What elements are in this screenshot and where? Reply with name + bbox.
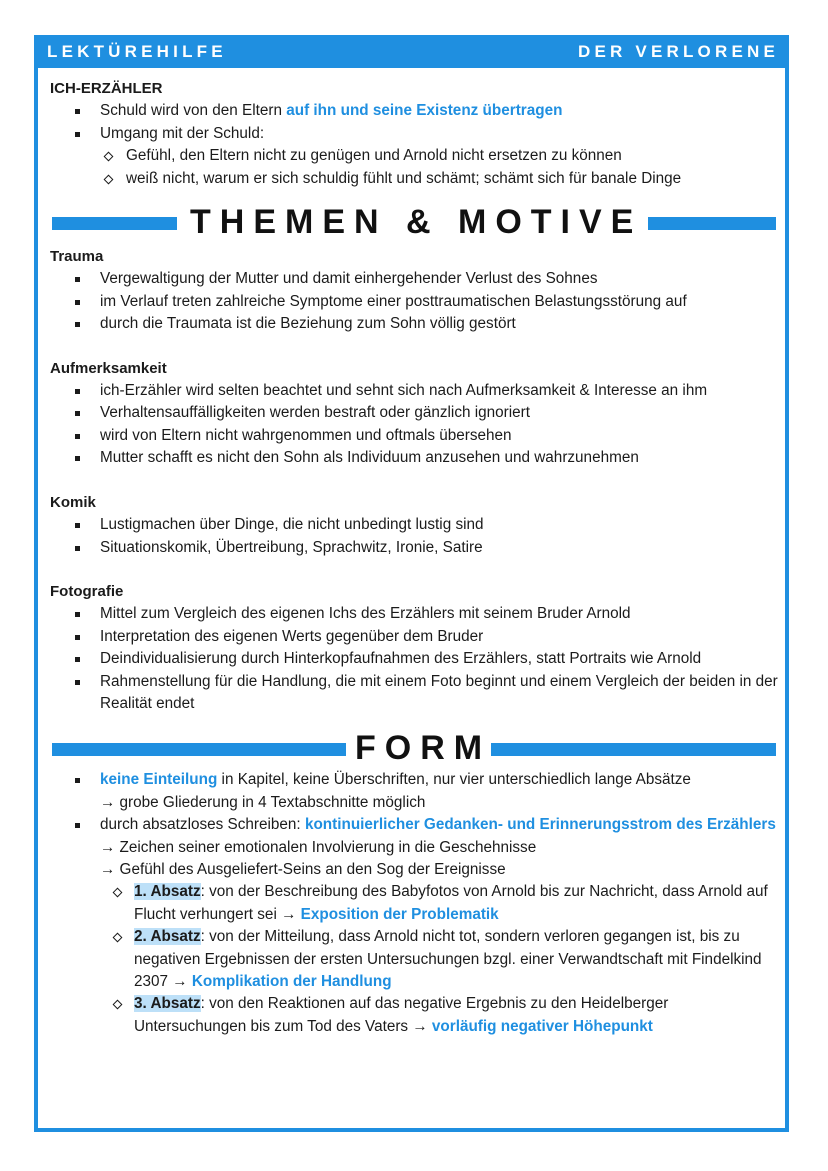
list-item: [50, 814, 780, 881]
list-item: im Verlauf treten zahlreiche Symptome einer posttraumatischen Belastungsstörung auf: [50, 291, 780, 313]
ich-list: [50, 100, 780, 190]
highlight-text: Komplikation der Handlung: [191, 973, 392, 990]
highlight-mark: 2. Absatz: [134, 928, 201, 946]
form-list: [50, 769, 780, 1038]
heading-komik: Komik: [50, 493, 96, 511]
heading-fotografie: Fotografie: [50, 582, 124, 600]
highlight-mark: 1. Absatz: [134, 883, 201, 901]
list-item: [50, 100, 780, 122]
header-left: LEKTÜREHILFE: [47, 42, 227, 61]
komik-list: [50, 514, 780, 559]
highlight-text: auf ihn und seine Existenz übertragen: [286, 102, 563, 120]
section-title: FORM: [355, 729, 492, 768]
heading-ich-erzaehler: ICH-ERZÄHLER: [50, 80, 163, 97]
section-bar-left: [52, 217, 177, 230]
header-right: DER VERLORENE: [577, 42, 779, 61]
text: : von den Reaktionen auf das negative Ergebnis zu den Heidelberger Untersuchungen bis zum Tod des Vaters →: [134, 995, 669, 1035]
heading-trauma: Trauma: [50, 248, 104, 266]
section-bar-left: [52, 743, 346, 756]
list-item: durch die Traumata ist die Beziehung zum Sohn völlig gestört: [50, 313, 780, 335]
highlight-text: vorläufig negativer Höhepunkt: [431, 1017, 653, 1035]
list-item: Umgang mit der Schuld:: [50, 123, 780, 145]
aufmerksamkeit-list: [50, 380, 780, 470]
list-item: Deindividualisierung durch Hinterkopfaufnahmen des Erzählers, statt Portraits wie Arnold: [50, 648, 780, 670]
text: → grobe Gliederung in 4 Textabschnitte möglich: [100, 793, 426, 811]
list-item: Verhaltensauffälligkeiten werden bestraft oder gänzlich ignoriert: [50, 402, 780, 424]
section-themen-motive: [50, 200, 782, 246]
list-item: Vergewaltigung der Mutter und damit einhergehender Verlust des Sohnes: [50, 268, 780, 290]
highlight-text: keine Einteilung: [100, 771, 218, 789]
trauma-list: [50, 268, 780, 335]
text: → Gefühl des Ausgeliefert-Seins an den Sog der Ereignisse: [100, 860, 506, 878]
section-bar-right: [648, 217, 776, 230]
fotografie-list: [50, 603, 780, 715]
text: Schuld wird von den Eltern: [100, 102, 287, 120]
text: : von der Mitteilung, dass Arnold nicht tot, sondern verloren gegangen ist, bis zu negativen Ergebnissen der ersten Untersuchungen bzgl. einer Verwandtschaft mit Findelkind 2307 →: [134, 928, 762, 990]
text: → Zeichen seiner emotionalen Involvierung in die Geschehnisse: [100, 838, 537, 856]
list-item: Rahmenstellung für die Handlung, die mit einem Foto beginnt und einem Vergleich der beiden in der Realität endet: [50, 671, 780, 716]
heading-aufmerksamkeit: Aufmerksamkeit: [50, 359, 167, 377]
text: in Kapitel, keine Überschriften, nur vier unterschiedlich lange Absätze: [217, 771, 691, 789]
sub-list-item: weiß nicht, warum er sich schuldig fühlt und schämt; schämt sich für banale Dinge: [50, 168, 780, 190]
list-item: ich-Erzähler wird selten beachtet und sehnt sich nach Aufmerksamkeit & Interesse an ihm: [50, 380, 780, 402]
highlight-text: kontinuierlicher Gedanken- und Erinnerungsstrom des Erzählers: [304, 816, 776, 834]
sub-list-item: [50, 881, 780, 926]
content: [50, 78, 780, 1038]
list-item: Situationskomik, Übertreibung, Sprachwitz, Ironie, Satire: [50, 537, 780, 559]
sub-list-item: [50, 993, 780, 1038]
highlight-mark: 3. Absatz: [134, 995, 201, 1013]
section-title: THEMEN & MOTIVE: [190, 200, 642, 244]
list-item: [50, 769, 780, 814]
section-bar-right: [490, 743, 776, 756]
highlight-text: Exposition der Problematik: [300, 905, 499, 923]
list-item: Mutter schafft es nicht den Sohn als Individuum anzusehen und wahrzunehmen: [50, 447, 780, 469]
list-item: Interpretation des eigenen Werts gegenüber dem Bruder: [50, 626, 780, 648]
text: durch absatzloses Schreiben:: [100, 816, 305, 834]
text: : von der Beschreibung des Babyfotos von Arnold bis zur Nachricht, dass Arnold auf Flucht verhungert sei →: [134, 883, 768, 923]
section-form: [50, 729, 782, 769]
list-item: Mittel zum Vergleich des eigenen Ichs des Erzählers mit seinem Bruder Arnold: [50, 603, 780, 625]
list-item: wird von Eltern nicht wahrgenommen und oftmals übersehen: [50, 425, 780, 447]
list-item: Lustigmachen über Dinge, die nicht unbedingt lustig sind: [50, 514, 780, 536]
sub-list-item: Gefühl, den Eltern nicht zu genügen und Arnold nicht ersetzen zu können: [50, 145, 780, 167]
sub-list-item: [50, 926, 780, 993]
header-bar: [34, 35, 789, 68]
